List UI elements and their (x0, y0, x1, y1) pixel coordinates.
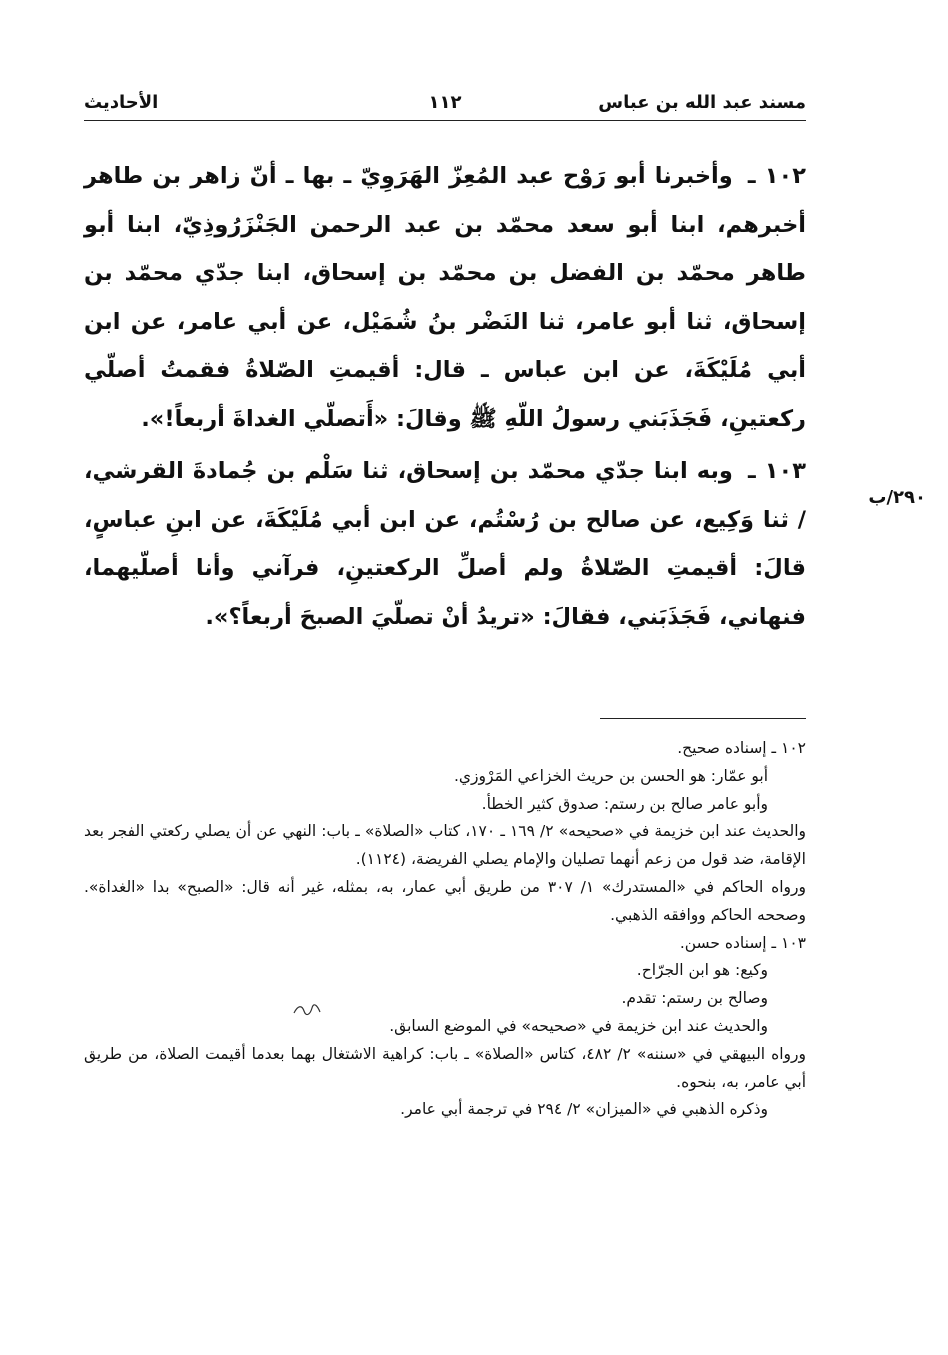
footnote-line: ورواه البيهقي في «سننه» ٢/ ٤٨٢، كتاس «الصلاة» ـ باب: كراهية الاشتغال بهما بعدما أقيمت الصلاة، من طريق أبي عامر، به، بنحوه. (84, 1044, 806, 1091)
footnote-102 (84, 735, 806, 930)
page-number: ١١٢ (428, 92, 462, 113)
header-section-title: الأحاديث (84, 92, 159, 113)
footnote-heading: ١٠٣ ـ إسناده حسن. (679, 933, 806, 952)
footnote-103 (84, 930, 806, 1125)
manuscript-folio-note: ٢٩٠/ب (868, 487, 926, 508)
footnote-line: والحديث عند ابن خزيمة في «صحيحه» في الموضع السابق. (389, 1016, 768, 1035)
footnote-line: والحديث عند ابن خزيمة في «صحيحه» ٢/ ١٦٩ ـ ١٧٠، كتاب «الصلاة» ـ باب: النهي عن أن يصلي ركعتي الفجر بعد الإقامة، ضد قول من زعم أنهما تصليان والإمام يصلي الفريضة، (١١٢٤). (84, 822, 807, 869)
hadith-number: ١٠٣ ـ (748, 458, 806, 484)
hadith-text: وبه ابنا جدّي محمّد بن إسحاق، ثنا سَلْم بن جُمادةَ القرشي، / ثنا وَكِيع، عن صالح بن رُسْتُم، عن ابن أبي مُلَيْكَةَ، عن ابنِ عباسٍ، قالَ: أقيمتِ الصّلاةُ ولم أصلِّ الركعتينِ، فرآني وأنا أصلّيهما، فنهاني، فَجَذَبَني، فقالَ: «تريدُ أنْ تصلّيَ الصبحَ أربعاً؟». (84, 458, 806, 630)
handwritten-annotation-mark (292, 1003, 322, 1017)
hadith-102 (84, 152, 806, 443)
hadith-number: ١٠٢ ـ (747, 163, 806, 189)
footnotes (84, 735, 806, 1124)
footnote-heading: ١٠٢ ـ إسناده صحيح. (677, 739, 806, 757)
hadith-103 (84, 447, 806, 641)
hadith-text: وأخبرنا أبو رَوْح عبد المُعِزّ الهَرَوِيّ ـ بها ـ أنّ زاهر بن طاهر أخبرهم، ابنا أبو سعد محمّد بن عبد الرحمن الجَنْزَرُوذِيّ، ابنا أبو طاهر محمّد بن الفضل بن محمّد بن إسحاق، ابنا جدّي محمّد بن إسحاق، ثنا أبو عامر، ثنا النَضْر بنُ شُمَيْل، عن أبي عامر، عن ابن أبي مُلَيْكَةَ، عن ابن عباس ـ قال: أقيمتِ الصّلاةُ فقمتُ أصلّي ركعتينِ، فَجَذَبَني رسولُ اللّهِ ﷺ وقالَ: «أَتصلّي الغداةَ أربعاً!». (84, 163, 806, 432)
footnote-line: وأبو عامر صالح بن رستم: صدوق كثير الخطأ. (481, 794, 768, 813)
footnote-line: ورواه الحاكم في «المستدرك» ١/ ٣٠٧ من طريق أبي عمار، به، بمثله، غير أنه قال: «الصبح» بدا «الغداة». وصححه الحاكم ووافقه الذهبي. (84, 877, 806, 924)
running-header (84, 86, 806, 121)
footnote-separator (600, 718, 806, 719)
footnote-line: أبو عمّار: هو الحسن بن حريث الخزاعي المَرْوزي. (453, 766, 768, 785)
footnote-line: وكيع: هو ابن الجرّاح. (636, 961, 768, 980)
footnote-line: وصالح بن رستم: تقدم. (621, 989, 768, 1008)
footnote-line: وذكره الذهبي في «الميزان» ٢/ ٢٩٤ في ترجمة أبي عامر. (400, 1100, 768, 1119)
main-text (84, 152, 806, 641)
header-book-title: مسند عبد الله بن عباس (598, 92, 806, 113)
